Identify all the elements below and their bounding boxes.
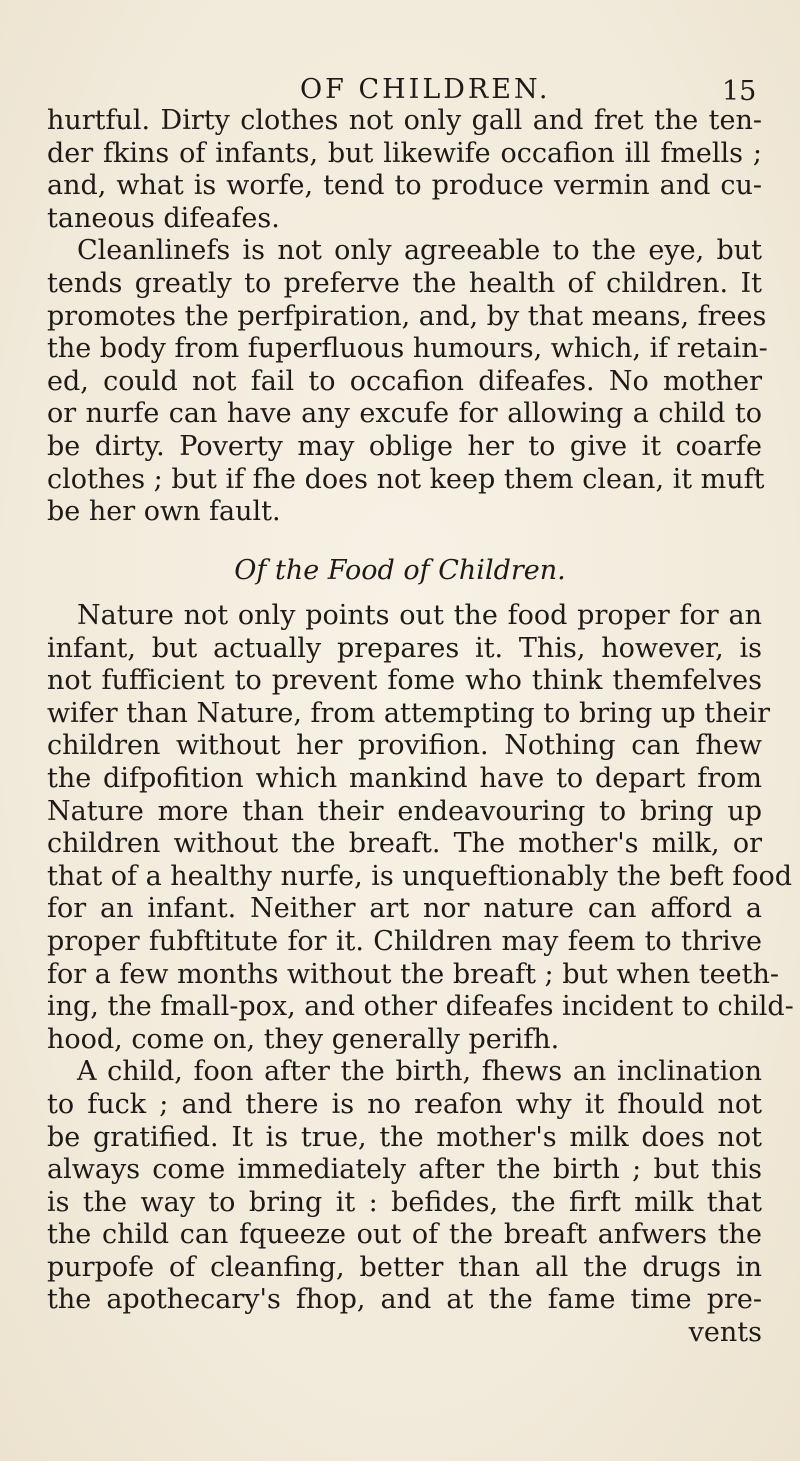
text-line: the child can fqueeze out of the breaft anfwers the	[47, 1219, 762, 1251]
text-line: Nature more than their endeavouring to bring up	[47, 795, 762, 827]
text-line: hood, come on, they generally perifh.	[47, 1023, 560, 1055]
text-line: the apothecary's fhop, and at the fame time pre-	[47, 1284, 762, 1316]
text-line: promotes the perfpiration, and, by that means, frees	[47, 300, 767, 332]
text-line: for a few months without the breaft ; but when teeth-	[47, 958, 779, 990]
text-line: Cleanlinefs is not only agreeable to the eye, but	[77, 235, 762, 267]
text-line: purpofe of cleanfing, better than all the drugs in	[47, 1251, 762, 1283]
body-text-block-1	[47, 105, 768, 529]
page-number: 15	[722, 76, 757, 107]
text-line: always come immediately after the birth ; but this	[47, 1154, 762, 1186]
text-line: tends greatly to preferve the health of children. It	[47, 267, 762, 299]
text-line: children without her provifion. Nothing can fhew	[47, 730, 762, 762]
text-line: not fufficient to prevent fome who think themfelves	[47, 665, 762, 697]
text-line: Nature not only points out the food proper for an	[77, 600, 762, 631]
text-line: taneous difeafes.	[47, 202, 280, 234]
body-text-block-2	[47, 600, 794, 1350]
text-line: der fkins of infants, but likewife occafion ill fmells ;	[47, 137, 762, 169]
text-line: children without the breaft. The mother's milk, or	[47, 828, 762, 860]
text-line: be dirty. Poverty may oblige her to give it coarfe	[47, 430, 762, 462]
text-line: be gratified. It is true, the mother's milk does not	[47, 1121, 762, 1153]
text-line: ed, could not fail to occafion difeafes. No mother	[47, 365, 762, 397]
text-line: the difpofition which mankind have to depart from	[47, 762, 762, 794]
text-line: for an infant. Neither art nor nature can afford a	[47, 893, 762, 925]
text-line: wifer than Nature, from attempting to bring up their	[47, 697, 771, 729]
text-line: and, what is worfe, tend to produce vermin and cu-	[47, 170, 762, 202]
text-line: infant, but actually prepares it. This, however, is	[47, 632, 762, 664]
text-line: hurtful. Dirty clothes not only gall and fret the ten-	[47, 105, 762, 136]
text-line: or nurfe can have any excufe for allowing a child to	[47, 398, 762, 430]
text-line: ing, the fmall-pox, and other difeafes incident to child-	[47, 991, 794, 1023]
text-line: be her own fault.	[47, 496, 281, 528]
text-line: proper fubftitute for it. Children may feem to thrive	[47, 925, 762, 957]
text-line: clothes ; but if fhe does not keep them clean, it muft	[47, 463, 765, 495]
text-line: is the way to bring it : befides, the firft milk that	[47, 1186, 762, 1218]
text-line: A child, foon after the birth, fhews an inclination	[77, 1056, 762, 1088]
text-line: that of a healthy nurfe, is unqueftionably the beft food	[47, 860, 793, 892]
text-line: to fuck ; and there is no reafon why it fhould not	[47, 1088, 762, 1120]
catchword: vents	[688, 1317, 762, 1349]
running-head: OF CHILDREN.	[300, 74, 551, 105]
text-line: the body from fuperfluous humours, which, if retain-	[47, 333, 768, 365]
section-heading: Of the Food of Children.	[234, 555, 566, 586]
